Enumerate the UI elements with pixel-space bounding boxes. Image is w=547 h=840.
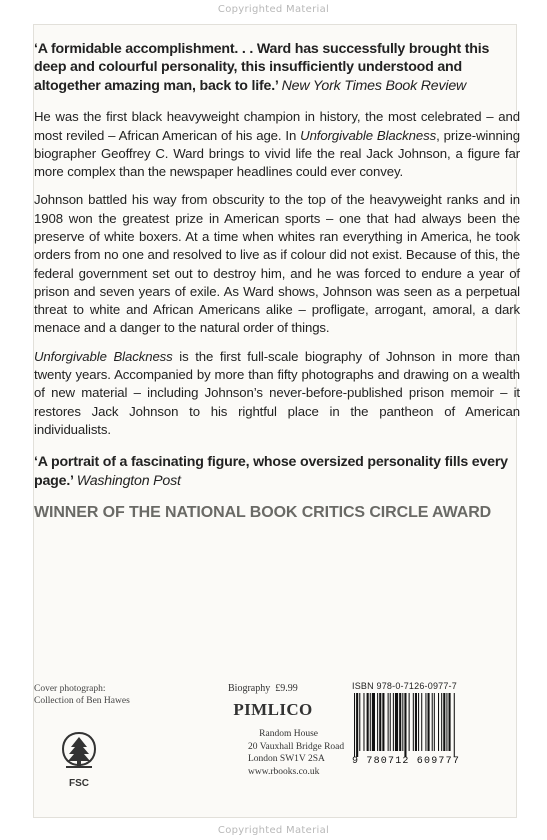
barcode-bar bbox=[404, 693, 406, 757]
publisher-block bbox=[228, 683, 345, 778]
imprint-logo: PIMLICO bbox=[233, 700, 313, 719]
paragraph-text: He was the first black heavyweight champion in history, the most celebrated – and most reviled – African American of his age. In bbox=[34, 109, 520, 143]
barcode-digits: 9 780712 609777 bbox=[352, 756, 461, 767]
barcode-bar bbox=[432, 693, 433, 751]
credit-line: Collection of Ben Hawes bbox=[34, 696, 130, 706]
credit-line: Cover photograph: bbox=[34, 684, 106, 694]
award-banner: WINNER OF THE NATIONAL BOOK CRITICS CIRCLE AWARD bbox=[34, 504, 492, 522]
barcode-bar bbox=[409, 693, 410, 751]
barcode-bar bbox=[388, 693, 389, 751]
paragraph-text: is the first full-scale biography of Johnson in more than twenty years. Accompanied by more than fifty photographs and drawing on a wealth of new material – including Johnson’s never-before-published prison memoir – it restores Jack Johnson to his rightful place in the pantheon of American individualists. bbox=[34, 348, 520, 437]
copyright-watermark-bottom: Copyrighted Material bbox=[217, 825, 330, 836]
barcode-bar bbox=[393, 693, 394, 751]
copyright-watermark-top: Copyrighted Material bbox=[217, 4, 330, 15]
category: Biography bbox=[228, 683, 271, 694]
review-quote-wapo bbox=[34, 453, 520, 490]
barcode-bar bbox=[367, 693, 369, 751]
price: £9.99 bbox=[275, 683, 298, 694]
review-quote-nyt bbox=[34, 40, 520, 95]
barcode-bar bbox=[370, 693, 371, 751]
barcode-bar bbox=[438, 693, 439, 751]
barcode-bar bbox=[415, 693, 417, 751]
barcode-bar bbox=[418, 693, 419, 751]
blurb-content bbox=[34, 40, 520, 522]
barcode-bar bbox=[382, 693, 384, 751]
address-line: 20 Vauxhall Bridge Road bbox=[248, 741, 345, 752]
barcode-bar bbox=[434, 693, 435, 751]
barcode-bar bbox=[449, 693, 451, 751]
quote-source: New York Times Book Review bbox=[281, 77, 467, 94]
publisher-address bbox=[248, 728, 345, 778]
barcode-bar bbox=[399, 693, 401, 751]
book-title-italic: Unforgivable Blackness bbox=[300, 127, 437, 143]
barcode-bar bbox=[372, 693, 375, 751]
barcode-bar bbox=[379, 693, 381, 751]
barcode-bar bbox=[390, 693, 391, 751]
fsc-label: FSC bbox=[69, 778, 89, 789]
quote-text: ‘A portrait of a fascinating figure, whose oversized personality fills every page.’ bbox=[34, 454, 508, 489]
isbn-barcode-block bbox=[352, 681, 496, 767]
quote-text: ‘A formidable accomplishment. . . Ward has successfully brought this deep and colourful personality, this insufficiently understood and altogether amazing man, back to life.’ bbox=[34, 41, 490, 94]
quote-source: Washington Post bbox=[76, 472, 181, 489]
address-line: www.rbooks.co.uk bbox=[248, 766, 320, 777]
barcode-bar bbox=[377, 693, 378, 751]
barcode-bar bbox=[446, 693, 447, 751]
barcode-bar bbox=[359, 693, 360, 751]
barcode-bar bbox=[395, 693, 398, 751]
barcode-bar bbox=[443, 693, 445, 751]
barcode-bar bbox=[441, 693, 442, 751]
barcode-bar bbox=[421, 693, 422, 751]
address-line: London SW1V 2SA bbox=[248, 754, 325, 764]
fsc-tree-icon bbox=[60, 731, 98, 775]
barcode-bar bbox=[356, 693, 358, 757]
synopsis-paragraph-3 bbox=[34, 348, 520, 439]
barcode-graphic bbox=[352, 693, 492, 757]
paragraph-text: , prize-winning biographer Geoffrey C. Ward brings to vivid life the real Jack Johnson, a figure far more complex than the newspaper headlines could ever convey. bbox=[34, 127, 521, 180]
book-title-italic: Unforgivable Blackness bbox=[34, 348, 173, 364]
barcode-bar bbox=[428, 693, 430, 751]
barcode-bar bbox=[363, 693, 364, 751]
synopsis-paragraph-2: Johnson battled his way from obscurity to the top of the heavyweight ranks and in 1908 won the greatest prize in American sports – one that had always been the preserve of white boxers. At a time when whites ran everything in America, he took orders from no one and resolved to live as if colour did not exist. Because of this, the federal government set out to destroy him, and he was forced to endure a year of prison and seven years of exile. As Ward shows, Johnson was seen as a perpetual threat to white and African Americans alike – profligate, arrogant, amoral, a dark menace and a danger to the natural order of things. bbox=[34, 192, 520, 336]
barcode-bar bbox=[354, 693, 355, 757]
barcode-bar bbox=[425, 693, 426, 751]
barcode-bar bbox=[402, 693, 403, 751]
cover-photo-credit bbox=[34, 683, 130, 707]
isbn-label: ISBN 978-0-7126-0977-7 bbox=[352, 681, 457, 691]
barcode-bar bbox=[413, 693, 414, 751]
address-line: Random House bbox=[259, 729, 318, 739]
synopsis-paragraph-1 bbox=[34, 108, 520, 181]
fsc-logo bbox=[58, 731, 100, 789]
barcode-bar bbox=[454, 693, 455, 757]
category-price bbox=[228, 683, 318, 694]
